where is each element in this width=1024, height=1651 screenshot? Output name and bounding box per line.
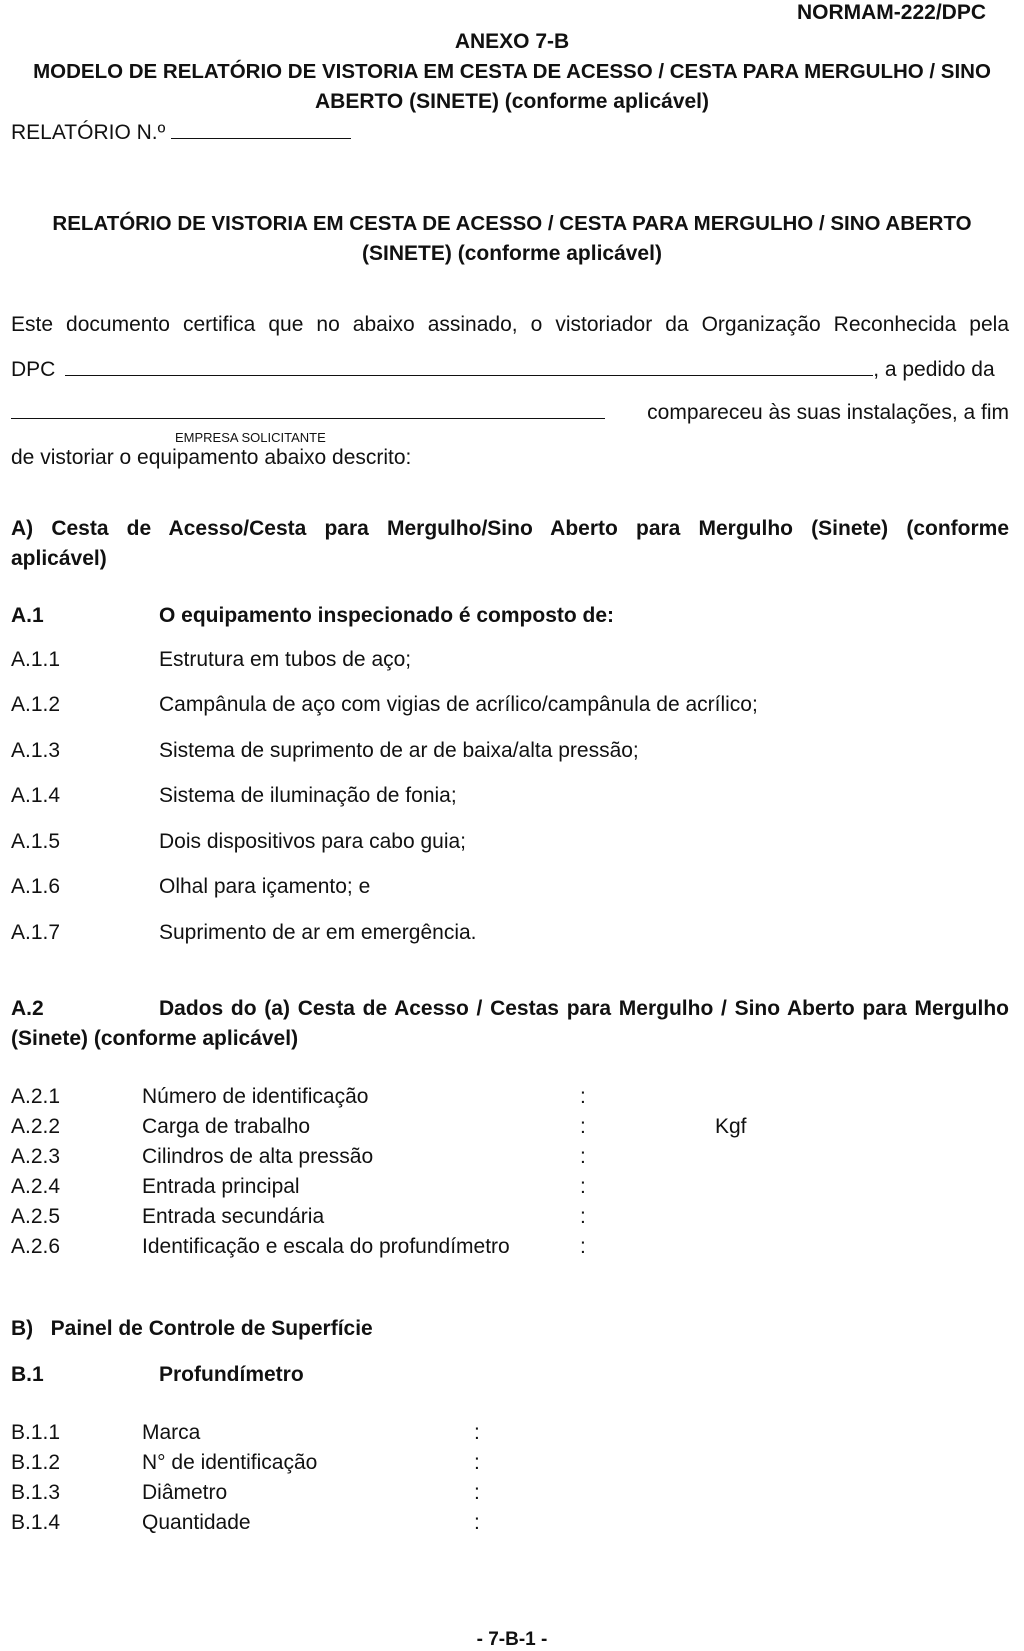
item-number: A.1.1: [11, 648, 61, 671]
annex-title: ANEXO 7-B: [454, 30, 570, 53]
field-number: B.1.2: [11, 1451, 61, 1474]
item-text: Suprimento de ar em emergência.: [159, 921, 477, 944]
intro-line4: de vistoriar o equipamento abaixo descrito:: [11, 446, 412, 469]
a2-title-line2: (Sinete) (conforme aplicável): [11, 1027, 299, 1050]
field-number: A.2.6: [11, 1235, 61, 1258]
field-number: B.1.3: [11, 1481, 61, 1504]
company-caption: EMPRESA SOLICITANTE: [175, 430, 326, 445]
item-number: A.1.5: [11, 830, 61, 853]
field-colon: :: [474, 1511, 480, 1534]
a1-number: A.1: [11, 604, 44, 627]
a-pedido-da: , a pedido da: [873, 358, 995, 381]
item-text: Sistema de iluminação de fonia;: [159, 784, 457, 807]
field-label: Identificação e escala do profundímetro: [142, 1235, 510, 1258]
dpc-label: DPC: [11, 358, 56, 381]
field-number: A.2.1: [11, 1085, 61, 1108]
field-label: Cilindros de alta pressão: [142, 1145, 374, 1168]
field-colon: :: [580, 1115, 586, 1138]
field-label: Quantidade: [142, 1511, 251, 1534]
field-number: A.2.5: [11, 1205, 61, 1228]
page-number: - 7-B-1 -: [476, 1629, 548, 1650]
field-colon: :: [580, 1175, 586, 1198]
report-title-line2: (SINETE) (conforme aplicável): [362, 242, 662, 265]
field-number: A.2.2: [11, 1115, 61, 1138]
field-label: Entrada principal: [142, 1175, 300, 1198]
item-number: A.1.2: [11, 693, 61, 716]
field-label: Entrada secundária: [142, 1205, 325, 1228]
b1-title: Profundímetro: [159, 1363, 304, 1386]
field-number: B.1.4: [11, 1511, 61, 1534]
document-code: NORMAM-222/DPC: [796, 1, 986, 24]
field-colon: :: [580, 1145, 586, 1168]
field-colon: :: [474, 1421, 480, 1444]
b1-number: B.1: [11, 1363, 44, 1386]
field-label: Número de identificação: [142, 1085, 369, 1108]
field-number: B.1.1: [11, 1421, 61, 1444]
intro-line3: [11, 401, 1009, 425]
a1-title: O equipamento inspecionado é composto de:: [159, 604, 615, 627]
item-number: A.1.6: [11, 875, 61, 898]
field-unit: Kgf: [715, 1115, 747, 1138]
report-number-label: RELATÓRIO N.º: [11, 121, 166, 144]
organization-blank: [65, 375, 873, 376]
a2-title-line1: Dados do (a) Cesta de Acesso / Cestas para Mergulho / Sino Aberto para Mergulho: [159, 997, 1009, 1020]
a2-number: A.2: [11, 997, 44, 1020]
field-label: Diâmetro: [142, 1481, 228, 1504]
item-text: Sistema de suprimento de ar de baixa/alta pressão;: [159, 739, 639, 762]
section-a-heading-line1: A) Cesta de Acesso/Cesta para Mergulho/Sino Aberto para Mergulho (Sinete) (conforme: [11, 517, 1009, 540]
item-number: A.1.3: [11, 739, 61, 762]
intro-line1: Este documento certifica que no abaixo assinado, o vistoriador da Organização Reconhecida pela: [11, 313, 1009, 336]
field-colon: :: [580, 1235, 586, 1258]
section-b-heading: B) Painel de Controle de Superfície: [11, 1317, 373, 1340]
field-colon: :: [580, 1085, 586, 1108]
intro-line2: [11, 358, 1009, 382]
field-label: N° de identificação: [142, 1451, 318, 1474]
field-colon: :: [474, 1481, 480, 1504]
field-number: A.2.4: [11, 1175, 61, 1198]
model-title-line2: ABERTO (SINETE) (conforme aplicável): [314, 90, 710, 113]
item-text: Olhal para içamento; e: [159, 875, 371, 898]
field-number: A.2.3: [11, 1145, 61, 1168]
item-text: Dois dispositivos para cabo guia;: [159, 830, 467, 853]
item-text: Campânula de aço com vigias de acrílico/campânula de acrílico;: [159, 693, 758, 716]
field-colon: :: [474, 1451, 480, 1474]
item-number: A.1.7: [11, 921, 61, 944]
report-number-blank: [171, 138, 351, 139]
section-a-heading-line2: aplicável): [11, 547, 107, 570]
report-title-line1: RELATÓRIO DE VISTORIA EM CESTA DE ACESSO / CESTA PARA MERGULHO / SINO ABERTO: [52, 212, 972, 235]
field-colon: :: [580, 1205, 586, 1228]
item-number: A.1.4: [11, 784, 61, 807]
report-number: [11, 121, 351, 145]
item-text: Estrutura em tubos de aço;: [159, 648, 412, 671]
field-label: Carga de trabalho: [142, 1115, 311, 1138]
model-title-line1: MODELO DE RELATÓRIO DE VISTORIA EM CESTA DE ACESSO / CESTA PARA MERGULHO / SINO: [33, 60, 991, 83]
field-label: Marca: [142, 1421, 201, 1444]
company-blank: [11, 418, 605, 419]
compareceu-text: compareceu às suas instalações, a fim: [647, 401, 1009, 424]
